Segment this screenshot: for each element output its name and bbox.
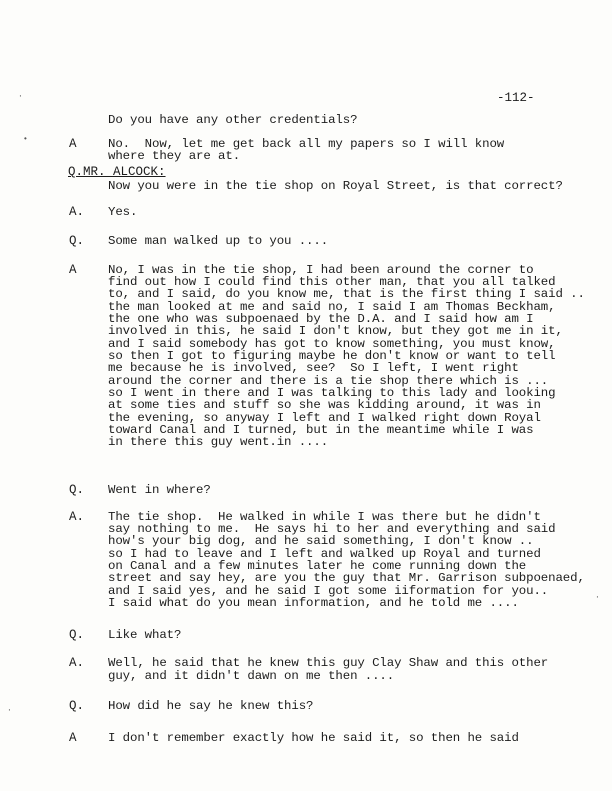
speaker-label: Q. xyxy=(69,483,85,497)
transcript-line: in there this guy went.in .... xyxy=(108,435,329,449)
transcript-line: and I said somebody has got to know something, you must know, xyxy=(108,337,556,351)
scan-speck: • xyxy=(23,135,28,144)
transcript-line: around the corner and there is a tie shop there which is ... xyxy=(108,374,549,388)
speaker-label: A. xyxy=(69,656,85,670)
scan-speck: · xyxy=(7,706,12,715)
transcript-line: so I went in there and I was talking to this lady and looking xyxy=(108,386,556,400)
speaker-label: A. xyxy=(69,510,85,524)
transcript-line: on Canal and a few minutes later he come running down the xyxy=(108,559,527,573)
speaker-label: A. xyxy=(69,205,85,219)
speaker-label: A xyxy=(69,731,77,745)
page-number: -112- xyxy=(497,91,535,105)
transcript-line: Now you were in the tie shop on Royal Street, is that correct? xyxy=(108,179,563,193)
transcript-line: Some man walked up to you .... xyxy=(108,234,329,248)
transcript-line: Yes. xyxy=(108,205,138,219)
transcript-line: so I had to leave and I left and walked up Royal and turned xyxy=(108,547,541,561)
transcript-line: the evening, so anyway I left and I walked right down Royal xyxy=(108,411,541,425)
transcript-line: The tie shop. He walked in while I was there but he didn't xyxy=(108,510,541,524)
scan-speck: · xyxy=(18,92,23,101)
speaker-label: Q. xyxy=(69,628,85,642)
transcript-line: How did he say he knew this? xyxy=(108,699,314,713)
speaker-label: Q. xyxy=(69,699,85,713)
speaker-label: A xyxy=(69,137,77,151)
transcript-line: I said what do you mean information, and he told me .... xyxy=(108,596,519,610)
transcript-line: and I said yes, and he said I got some iiformation for you.. xyxy=(108,584,549,598)
transcript-line: the man looked at me and said no, I said I am Thomas Beckham, xyxy=(108,300,556,314)
speaker-label: Q.MR. ALCOCK: xyxy=(68,165,166,179)
transcript-line: so then I got to figuring maybe he don't know or want to tell xyxy=(108,349,556,363)
transcript-line: Well, he said that he knew this guy Clay Shaw and this other xyxy=(108,656,549,670)
transcript-line: involved in this, he said I don't know, but they got me in it, xyxy=(108,324,563,338)
transcript-line: I don't remember exactly how he said it, so then he said xyxy=(108,731,519,745)
transcript-line: guy, and it didn't dawn on me then .... xyxy=(108,669,395,683)
transcript-line: me because he is involved, see? So I left, I went right xyxy=(108,361,519,375)
transcript-line: toward Canal and I turned, but in the meantime while I was xyxy=(108,423,534,437)
transcript-line: at some ties and stuff so she was kidding around, it was in xyxy=(108,398,541,412)
transcript-line: how's your big dog, and he said something, I don't know .. xyxy=(108,534,534,548)
transcript-line: find out how I could find this other man, that you all talked xyxy=(108,275,556,289)
speaker-label: Q. xyxy=(69,234,85,248)
transcript-line: Went in where? xyxy=(108,483,211,497)
transcript-line: say nothing to me. He says hi to her and everything and said xyxy=(108,522,556,536)
transcript-line: where they are at. xyxy=(108,149,241,163)
scan-speck: · xyxy=(595,593,600,602)
transcript-line: No. Now, let me get back all my papers so I will know xyxy=(108,137,505,151)
transcript-line: Like what? xyxy=(108,628,182,642)
transcript-line: to, and I said, do you know me, that is the first thing I said .. xyxy=(108,287,585,301)
transcript-line: Do you have any other credentials? xyxy=(108,113,358,127)
transcript-line: No, I was in the tie shop, I had been around the corner to xyxy=(108,263,534,277)
transcript-line: street and say hey, are you the guy that Mr. Garrison subpoenaed, xyxy=(108,571,585,585)
speaker-label: A xyxy=(69,263,77,277)
transcript-line: the one who was subpoenaed by the D.A. and I said how am I xyxy=(108,312,534,326)
